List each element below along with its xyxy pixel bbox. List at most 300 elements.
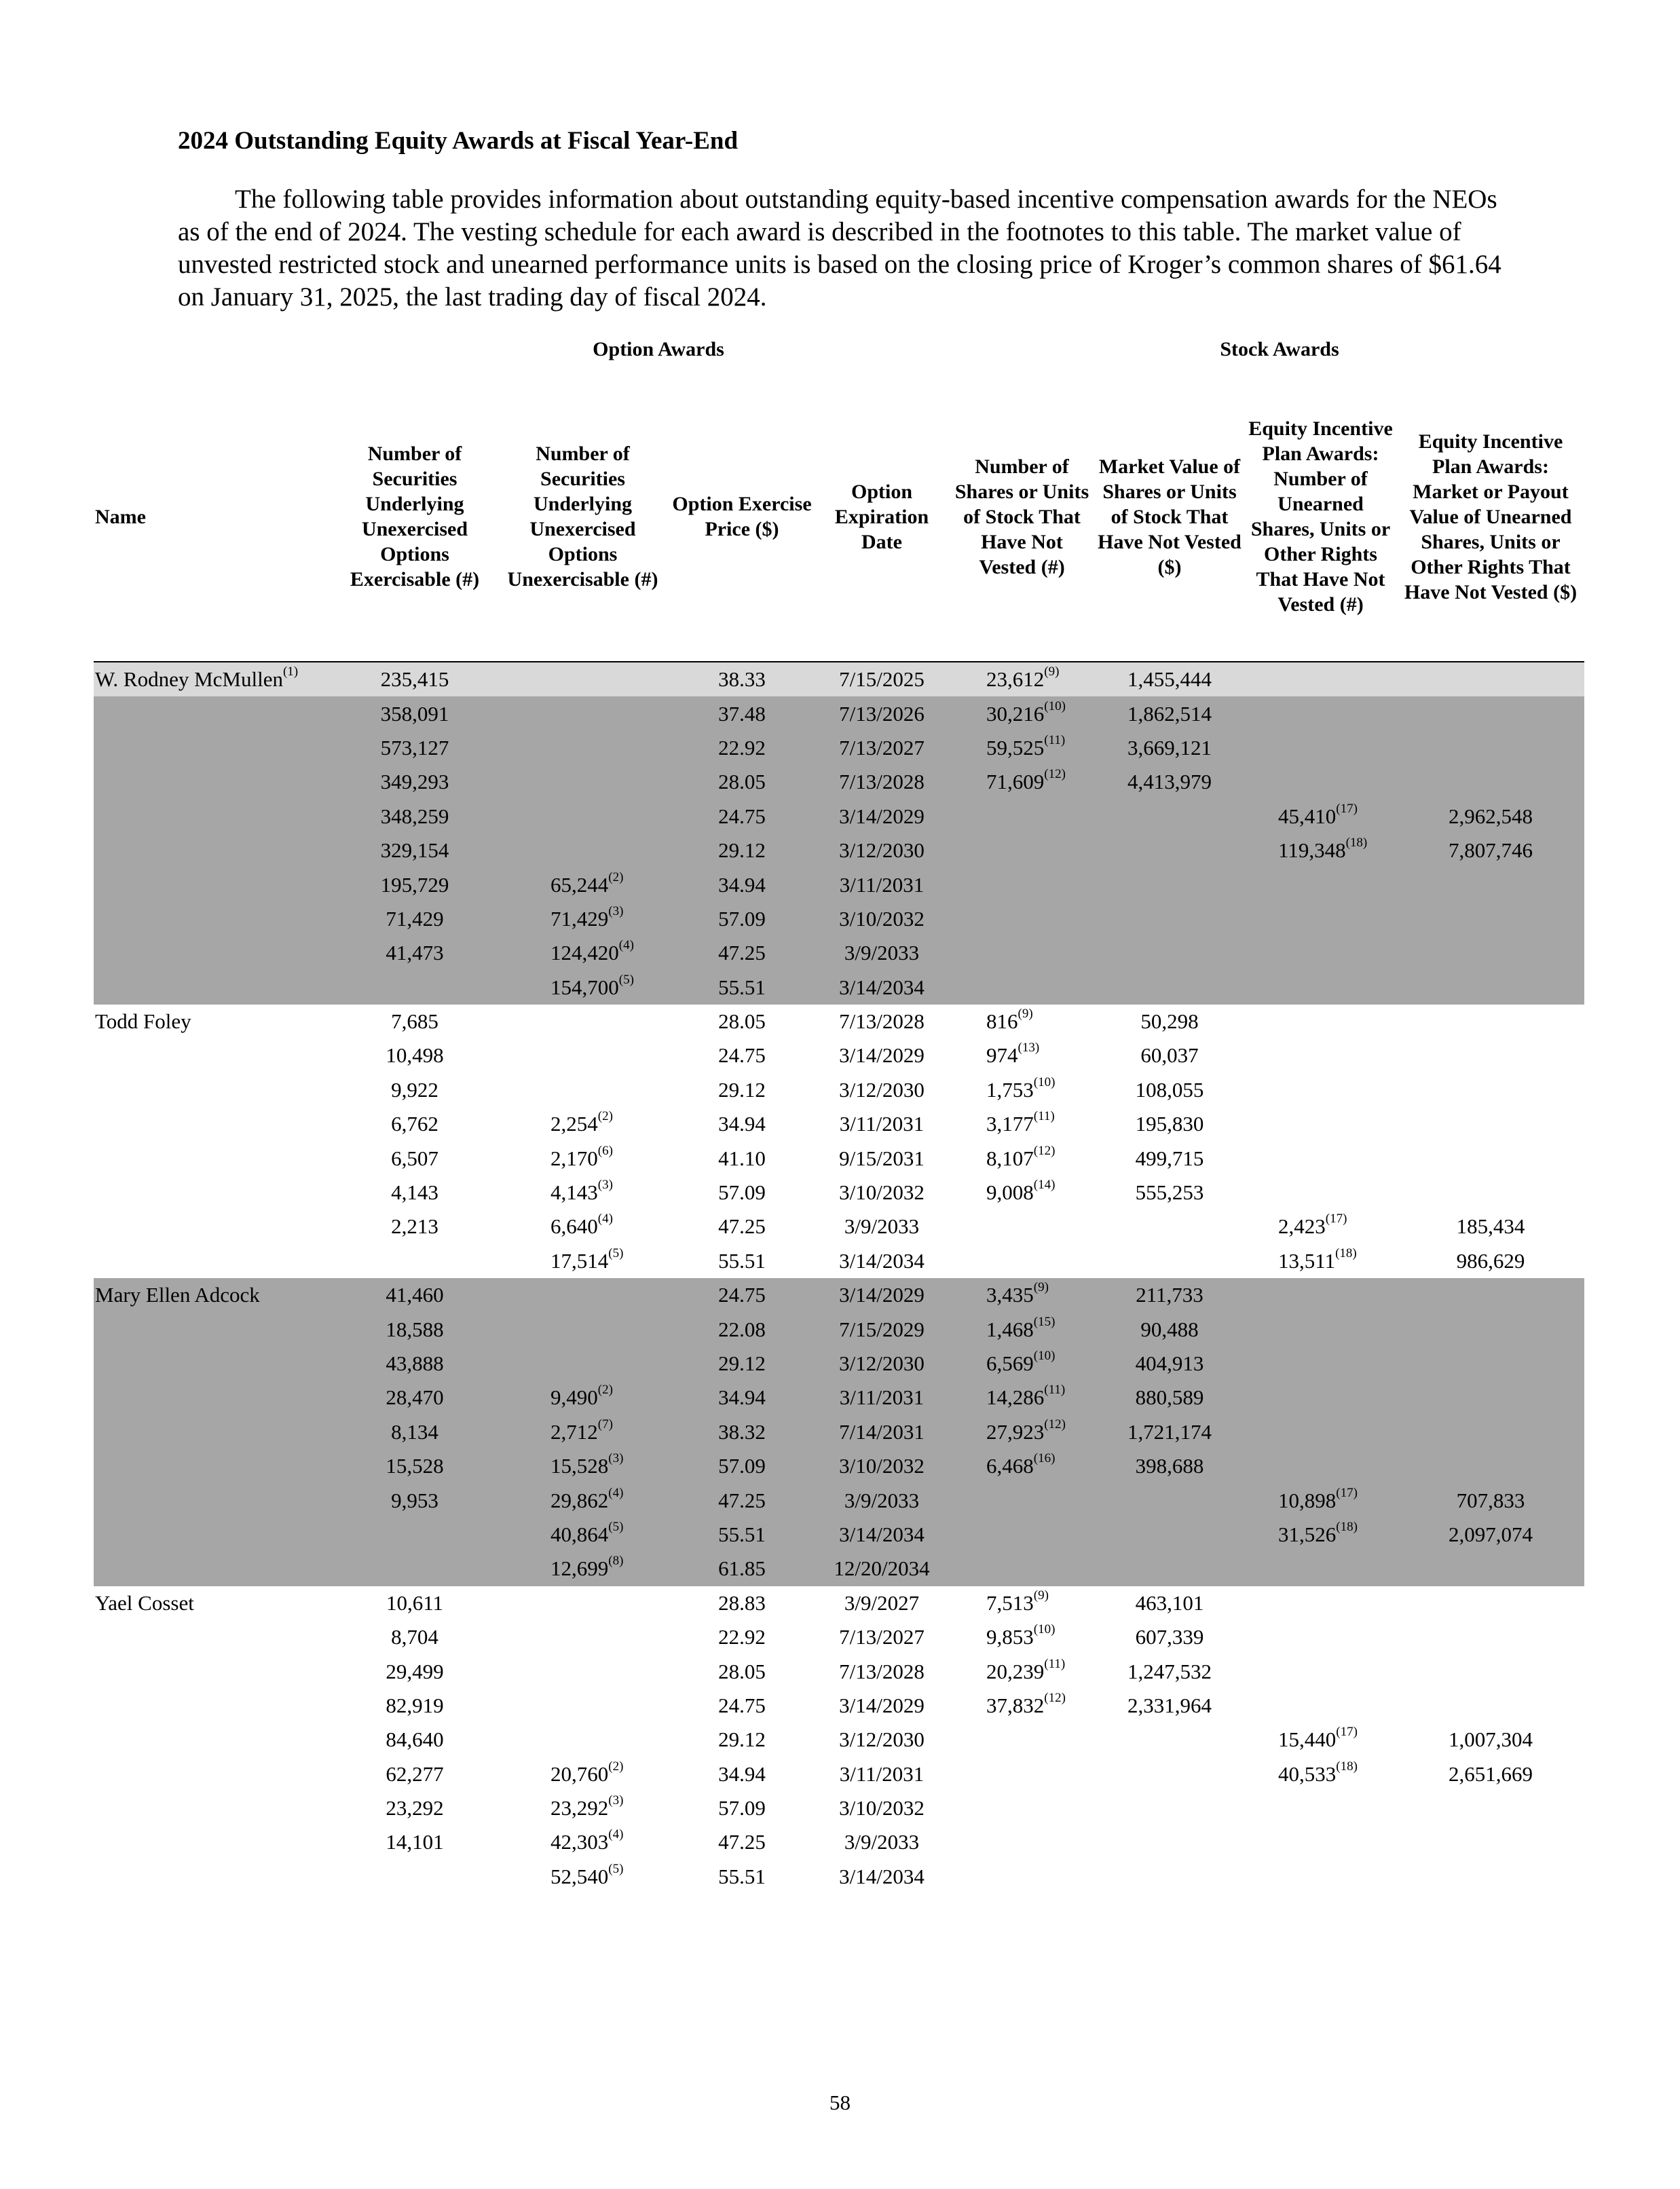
table-row [94, 1107, 1584, 1141]
unexercisable-cell [496, 936, 669, 970]
unvested-shares-cell [949, 1449, 1095, 1483]
exercise-price-cell-value: 29.12 [718, 838, 766, 863]
unvested-shares-cell-value: 1,753 [986, 1077, 1034, 1102]
unexercisable-cell [496, 1757, 669, 1791]
eip-value-cell [1397, 1415, 1584, 1449]
market-value-cell [1095, 696, 1244, 730]
unvested-shares-cell [949, 971, 1095, 1005]
table-row [94, 696, 1584, 730]
executive-name [94, 765, 333, 799]
eip-value-cell [1397, 1791, 1584, 1825]
unexercisable-cell-value: 20,760 [550, 1761, 609, 1786]
market-value-cell-value: 108,055 [1135, 1077, 1204, 1102]
table-row [94, 1039, 1584, 1072]
expiration-date-cell-value: 3/14/2029 [839, 804, 925, 828]
executive-name [94, 1210, 333, 1243]
exercise-price-cell-value: 22.92 [718, 735, 766, 760]
exercisable-cell [333, 1312, 496, 1346]
footnote-marker: (9) [1044, 665, 1060, 679]
exercise-price-cell-value: 24.75 [718, 1043, 766, 1068]
executive-name [94, 1039, 333, 1072]
table-row [94, 1312, 1584, 1346]
unexercisable-cell-value: 2,254 [550, 1112, 598, 1136]
table-row [94, 1552, 1584, 1586]
exercisable-cell-value: 71,429 [386, 906, 444, 931]
expiration-date-cell-value: 7/13/2026 [839, 701, 925, 726]
exercise-price-cell-value: 28.83 [718, 1590, 766, 1615]
unexercisable-cell [496, 731, 669, 765]
unexercisable-cell-value: 4,143 [550, 1180, 598, 1205]
exercisable-cell [333, 1073, 496, 1107]
market-value-cell [1095, 662, 1244, 696]
expiration-date-cell [815, 1244, 949, 1278]
exercise-price-cell-value: 24.75 [718, 1283, 766, 1307]
eip-value-cell [1397, 1141, 1584, 1175]
footnote-marker: (15) [1033, 1314, 1056, 1329]
column-header: Number of Securities Underlying Unexercised Options Exercisable (#) [333, 372, 496, 662]
market-value-cell-value: 607,339 [1135, 1625, 1204, 1649]
exercisable-cell [333, 1483, 496, 1517]
exercisable-cell [333, 1791, 496, 1825]
exercise-price-cell [669, 1518, 815, 1552]
unvested-shares-cell-value: 7,513 [986, 1590, 1034, 1615]
unvested-shares-cell [949, 696, 1095, 730]
unvested-shares-cell-value: 59,525 [986, 735, 1045, 760]
expiration-date-cell-value: 7/13/2027 [839, 1625, 925, 1649]
executive-name [94, 1586, 333, 1620]
eip-units-cell-value: 13,511 [1278, 1248, 1336, 1273]
executive-name [94, 662, 333, 696]
table-row [94, 1073, 1584, 1107]
exercise-price-cell-value: 47.25 [718, 1214, 766, 1239]
expiration-date-cell-value: 3/14/2034 [839, 1864, 925, 1888]
unexercisable-cell [496, 1791, 669, 1825]
footnote-marker: (18) [1336, 1759, 1358, 1774]
unexercisable-cell [496, 1244, 669, 1278]
exercisable-cell [333, 1415, 496, 1449]
expiration-date-cell-value: 3/14/2029 [839, 1283, 925, 1307]
exercise-price-cell-value: 38.32 [718, 1419, 766, 1444]
eip-value-cell [1397, 1005, 1584, 1039]
eip-units-cell [1244, 902, 1397, 936]
expiration-date-cell-value: 3/14/2034 [839, 1522, 925, 1546]
exercise-price-cell [669, 765, 815, 799]
exercisable-cell [333, 867, 496, 901]
market-value-cell [1095, 834, 1244, 867]
expiration-date-cell [815, 1518, 949, 1552]
exercisable-cell-value: 573,127 [380, 735, 449, 760]
exercise-price-cell [669, 1860, 815, 1894]
exercise-price-cell-value: 28.05 [718, 1009, 766, 1034]
exercisable-cell [333, 1825, 496, 1859]
exercisable-cell [333, 1039, 496, 1072]
table-row [94, 1825, 1584, 1859]
exercise-price-cell [669, 936, 815, 970]
expiration-date-cell [815, 1176, 949, 1210]
intro-paragraph [178, 183, 1508, 314]
expiration-date-cell-value: 3/11/2031 [839, 1385, 925, 1410]
footnote-marker: (5) [608, 1246, 624, 1260]
exercise-price-cell-value: 55.51 [718, 975, 766, 999]
market-value-cell-value: 90,488 [1140, 1317, 1199, 1341]
unvested-shares-cell [949, 1518, 1095, 1552]
exercisable-cell-value: 358,091 [380, 701, 449, 726]
unexercisable-cell [496, 902, 669, 936]
eip-value-cell-value: 2,097,074 [1449, 1522, 1533, 1546]
expiration-date-cell-value: 3/14/2029 [839, 1693, 925, 1717]
table-row [94, 731, 1584, 765]
expiration-date-cell-value: 7/14/2031 [839, 1419, 925, 1444]
expiration-date-cell [815, 765, 949, 799]
unvested-shares-cell-value: 9,008 [986, 1180, 1034, 1205]
unvested-shares-cell [949, 1073, 1095, 1107]
unexercisable-cell [496, 1620, 669, 1654]
expiration-date-cell [815, 1312, 949, 1346]
expiration-date-cell [815, 1107, 949, 1141]
exercisable-cell [333, 731, 496, 765]
unvested-shares-cell [949, 1347, 1095, 1381]
market-value-cell [1095, 1757, 1244, 1791]
expiration-date-cell-value: 3/9/2033 [844, 1488, 920, 1512]
unvested-shares-cell [949, 1107, 1095, 1141]
market-value-cell-value: 1,455,444 [1127, 667, 1212, 692]
eip-value-cell [1397, 1107, 1584, 1141]
exercisable-cell [333, 902, 496, 936]
table-row [94, 1210, 1584, 1243]
unvested-shares-cell [949, 1654, 1095, 1688]
unexercisable-cell [496, 1347, 669, 1381]
eip-value-cell [1397, 867, 1584, 901]
unvested-shares-cell-value: 974 [986, 1043, 1018, 1068]
table-row [94, 1791, 1584, 1825]
market-value-cell [1095, 1860, 1244, 1894]
executive-name [94, 1141, 333, 1175]
executive-name [94, 1415, 333, 1449]
eip-units-cell [1244, 1244, 1397, 1278]
market-value-cell [1095, 1176, 1244, 1210]
expiration-date-cell-value: 9/15/2031 [839, 1146, 925, 1170]
unvested-shares-cell [949, 662, 1095, 696]
unvested-shares-cell-value: 3,177 [986, 1112, 1034, 1136]
footnote-marker: (11) [1033, 1109, 1055, 1124]
exercise-price-cell-value: 34.94 [718, 872, 766, 897]
exercise-price-cell-value: 24.75 [718, 1693, 766, 1717]
market-value-cell-value: 195,830 [1135, 1112, 1204, 1136]
exercisable-cell [333, 1141, 496, 1175]
unexercisable-cell [496, 1654, 669, 1688]
market-value-cell [1095, 1723, 1244, 1757]
unvested-shares-cell [949, 1860, 1095, 1894]
eip-value-cell [1397, 731, 1584, 765]
market-value-cell-value: 60,037 [1140, 1043, 1199, 1068]
footnote-marker: (2) [597, 1109, 613, 1124]
footnote-marker: (7) [597, 1417, 613, 1432]
exercise-price-cell [669, 1689, 815, 1723]
market-value-cell-value: 463,101 [1135, 1590, 1204, 1615]
column-header: Name [94, 372, 333, 662]
exercise-price-cell-value: 47.25 [718, 1830, 766, 1854]
footnote-marker: (4) [608, 1827, 624, 1842]
exercisable-cell [333, 834, 496, 867]
footnote-marker: (4) [618, 938, 634, 953]
eip-value-cell [1397, 765, 1584, 799]
exercise-price-cell [669, 1107, 815, 1141]
footnote-marker: (6) [597, 1143, 613, 1158]
column-header: Number of Securities Underlying Unexercised Options Unexercisable (#) [496, 372, 669, 662]
unexercisable-cell-value: 2,712 [550, 1419, 598, 1444]
unexercisable-cell [496, 1860, 669, 1894]
eip-units-cell [1244, 1825, 1397, 1859]
exercise-price-cell [669, 867, 815, 901]
exercisable-cell-value: 18,588 [386, 1317, 444, 1341]
unexercisable-cell [496, 1141, 669, 1175]
expiration-date-cell [815, 1005, 949, 1039]
market-value-cell [1095, 1518, 1244, 1552]
expiration-date-cell [815, 1757, 949, 1791]
unvested-shares-cell-value: 9,853 [986, 1625, 1034, 1649]
exercisable-cell-value: 4,143 [391, 1180, 438, 1205]
executive-name [94, 1176, 333, 1210]
unexercisable-cell-value: 154,700 [550, 975, 619, 999]
table-row [94, 1757, 1584, 1791]
column-header: Market Value of Shares or Units of Stock That Have Not Vested ($) [1095, 372, 1244, 662]
exercisable-cell [333, 1654, 496, 1688]
exercisable-cell-value: 2,213 [391, 1214, 438, 1239]
exercise-price-cell-value: 29.12 [718, 1077, 766, 1102]
expiration-date-cell [815, 1483, 949, 1517]
exercisable-cell [333, 1757, 496, 1791]
footnote-marker: (17) [1325, 1212, 1347, 1227]
expiration-date-cell [815, 1381, 949, 1415]
market-value-cell-value: 555,253 [1135, 1180, 1204, 1205]
executive-name-value: Todd Foley [95, 1009, 191, 1034]
market-value-cell [1095, 1005, 1244, 1039]
eip-units-cell [1244, 1483, 1397, 1517]
market-value-cell [1095, 765, 1244, 799]
exercisable-cell [333, 1381, 496, 1415]
unvested-shares-cell-value: 8,107 [986, 1146, 1034, 1170]
expiration-date-cell [815, 1689, 949, 1723]
market-value-cell [1095, 971, 1244, 1005]
eip-units-cell [1244, 1723, 1397, 1757]
eip-value-cell-value: 1,007,304 [1449, 1727, 1533, 1752]
unvested-shares-cell [949, 1381, 1095, 1415]
table-row [94, 936, 1584, 970]
market-value-cell [1095, 1791, 1244, 1825]
column-header: Option Expiration Date [815, 372, 949, 662]
footnote-marker: (14) [1033, 1178, 1056, 1193]
eip-value-cell-value: 7,807,746 [1449, 838, 1533, 863]
market-value-cell [1095, 1825, 1244, 1859]
unexercisable-cell [496, 1312, 669, 1346]
market-value-cell-value: 4,413,979 [1127, 770, 1212, 794]
eip-units-cell [1244, 1039, 1397, 1072]
exercisable-cell-value: 349,293 [380, 770, 449, 794]
exercisable-cell-value: 28,470 [386, 1385, 444, 1410]
eip-value-cell [1397, 1449, 1584, 1483]
eip-value-cell [1397, 971, 1584, 1005]
executive-name-value: Yael Cosset [95, 1590, 194, 1615]
exercise-price-cell [669, 1312, 815, 1346]
exercise-price-cell [669, 1723, 815, 1757]
eip-value-cell [1397, 1654, 1584, 1688]
table-row [94, 1415, 1584, 1449]
exercisable-cell [333, 1860, 496, 1894]
unvested-shares-cell [949, 800, 1095, 834]
option-awards-header: Option Awards [593, 338, 724, 360]
footnote-marker: (3) [608, 903, 624, 918]
eip-value-cell-value: 986,629 [1456, 1248, 1525, 1273]
expiration-date-cell-value: 7/13/2028 [839, 1009, 925, 1034]
exercisable-cell-value: 23,292 [386, 1796, 444, 1820]
eip-units-cell [1244, 867, 1397, 901]
table-row [94, 1244, 1584, 1278]
exercise-price-cell [669, 902, 815, 936]
market-value-cell-value: 398,688 [1135, 1454, 1204, 1478]
eip-value-cell [1397, 1312, 1584, 1346]
footnote-marker: (9) [1033, 1588, 1049, 1603]
exercisable-cell [333, 1107, 496, 1141]
column-header: Equity Incentive Plan Awards: Market or Payout Value of Unearned Shares, Units or Other Rights That Have Not Vested ($) [1397, 372, 1584, 662]
expiration-date-cell-value: 3/11/2031 [839, 1761, 925, 1786]
market-value-cell [1095, 1107, 1244, 1141]
eip-units-cell [1244, 696, 1397, 730]
unexercisable-cell [496, 1415, 669, 1449]
market-value-cell [1095, 1483, 1244, 1517]
exercisable-cell [333, 1518, 496, 1552]
unexercisable-cell [496, 867, 669, 901]
exercise-price-cell-value: 57.09 [718, 906, 766, 931]
table-row [94, 1483, 1584, 1517]
eip-units-cell [1244, 1210, 1397, 1243]
footnote-marker: (9) [1033, 1280, 1049, 1295]
footnote-marker: (10) [1033, 1622, 1056, 1637]
exercisable-cell [333, 765, 496, 799]
eip-units-cell [1244, 1381, 1397, 1415]
expiration-date-cell-value: 3/12/2030 [839, 1351, 925, 1375]
executive-name [94, 1073, 333, 1107]
exercisable-cell-value: 6,762 [391, 1112, 438, 1136]
table-row [94, 1518, 1584, 1552]
table-row [94, 1449, 1584, 1483]
market-value-cell [1095, 1244, 1244, 1278]
unvested-shares-cell [949, 936, 1095, 970]
expiration-date-cell [815, 834, 949, 867]
unexercisable-cell-value: 124,420 [550, 941, 619, 965]
expiration-date-cell-value: 3/9/2027 [844, 1590, 920, 1615]
unvested-shares-cell [949, 765, 1095, 799]
executive-name [94, 696, 333, 730]
expiration-date-cell-value: 3/14/2029 [839, 1043, 925, 1068]
exercisable-cell-value: 14,101 [386, 1830, 444, 1854]
eip-value-cell [1397, 1347, 1584, 1381]
eip-units-cell [1244, 662, 1397, 696]
unvested-shares-cell [949, 1689, 1095, 1723]
eip-units-cell [1244, 1415, 1397, 1449]
eip-units-cell [1244, 731, 1397, 765]
footnote-marker: (5) [608, 1861, 624, 1876]
expiration-date-cell-value: 3/12/2030 [839, 1077, 925, 1102]
unvested-shares-cell [949, 731, 1095, 765]
exercise-price-cell [669, 834, 815, 867]
unvested-shares-cell [949, 1825, 1095, 1859]
eip-value-cell [1397, 1381, 1584, 1415]
footnote-marker: (12) [1044, 767, 1066, 782]
eip-value-cell [1397, 1039, 1584, 1072]
exercisable-cell [333, 1244, 496, 1278]
stock-awards-header: Stock Awards [1220, 338, 1339, 360]
exercisable-cell [333, 936, 496, 970]
executive-name [94, 1518, 333, 1552]
exercise-price-cell [669, 800, 815, 834]
expiration-date-cell-value: 3/10/2032 [839, 906, 925, 931]
eip-units-cell [1244, 1005, 1397, 1039]
unexercisable-cell-value: 2,170 [550, 1146, 598, 1170]
executive-name [94, 1791, 333, 1825]
exercise-price-cell-value: 41.10 [718, 1146, 766, 1170]
equity-awards-table [94, 372, 1584, 1894]
expiration-date-cell [815, 731, 949, 765]
market-value-cell [1095, 1552, 1244, 1586]
unvested-shares-cell [949, 1483, 1095, 1517]
eip-units-cell [1244, 1312, 1397, 1346]
exercise-price-cell-value: 61.85 [718, 1556, 766, 1581]
exercisable-cell [333, 1723, 496, 1757]
table-row [94, 800, 1584, 834]
exercise-price-cell [669, 1552, 815, 1586]
executive-name [94, 1723, 333, 1757]
intro-text: The following table provides information about outstanding equity-based incentive compensation awards for the NEOs as of the end of 2024. The vesting schedule for each award is described in the footnotes to this table. The market value of unvested restricted stock and unearned performance units is based on the closing price of Kroger’s common shares of $61.64 on January 31, 2025, the last trading day of fiscal 2024. [178, 185, 1501, 312]
exercisable-cell-value: 9,922 [391, 1077, 438, 1102]
exercise-price-cell-value: 57.09 [718, 1454, 766, 1478]
unexercisable-cell [496, 1518, 669, 1552]
footnote-marker: (10) [1033, 1074, 1056, 1089]
unexercisable-cell-value: 23,292 [550, 1796, 609, 1820]
unvested-shares-cell-value: 1,468 [986, 1317, 1034, 1341]
unexercisable-cell [496, 696, 669, 730]
footnote-marker: (3) [608, 1451, 624, 1466]
market-value-cell [1095, 731, 1244, 765]
exercise-price-cell-value: 55.51 [718, 1864, 766, 1888]
expiration-date-cell [815, 902, 949, 936]
expiration-date-cell [815, 662, 949, 696]
unvested-shares-cell [949, 1210, 1095, 1243]
eip-units-cell-value: 31,526 [1278, 1522, 1337, 1546]
unvested-shares-cell [949, 834, 1095, 867]
unexercisable-cell [496, 1483, 669, 1517]
exercisable-cell [333, 1347, 496, 1381]
exercisable-cell [333, 1210, 496, 1243]
footnote-marker: (2) [597, 1383, 613, 1398]
expiration-date-cell-value: 3/9/2033 [844, 1830, 920, 1854]
exercisable-cell-value: 41,473 [386, 941, 444, 965]
unexercisable-cell [496, 1552, 669, 1586]
eip-units-cell [1244, 1141, 1397, 1175]
expiration-date-cell-value: 3/12/2030 [839, 838, 925, 863]
eip-units-cell [1244, 1176, 1397, 1210]
expiration-date-cell [815, 1860, 949, 1894]
eip-value-cell-value: 2,651,669 [1449, 1761, 1533, 1786]
footnote-marker: (13) [1018, 1041, 1040, 1055]
market-value-cell-value: 3,669,121 [1127, 735, 1212, 760]
expiration-date-cell-value: 3/10/2032 [839, 1180, 925, 1205]
eip-units-cell [1244, 1278, 1397, 1312]
expiration-date-cell-value: 3/10/2032 [839, 1796, 925, 1820]
eip-units-cell [1244, 1347, 1397, 1381]
exercisable-cell [333, 1586, 496, 1620]
expiration-date-cell-value: 7/13/2028 [839, 1659, 925, 1683]
exercisable-cell-value: 8,134 [391, 1419, 438, 1444]
